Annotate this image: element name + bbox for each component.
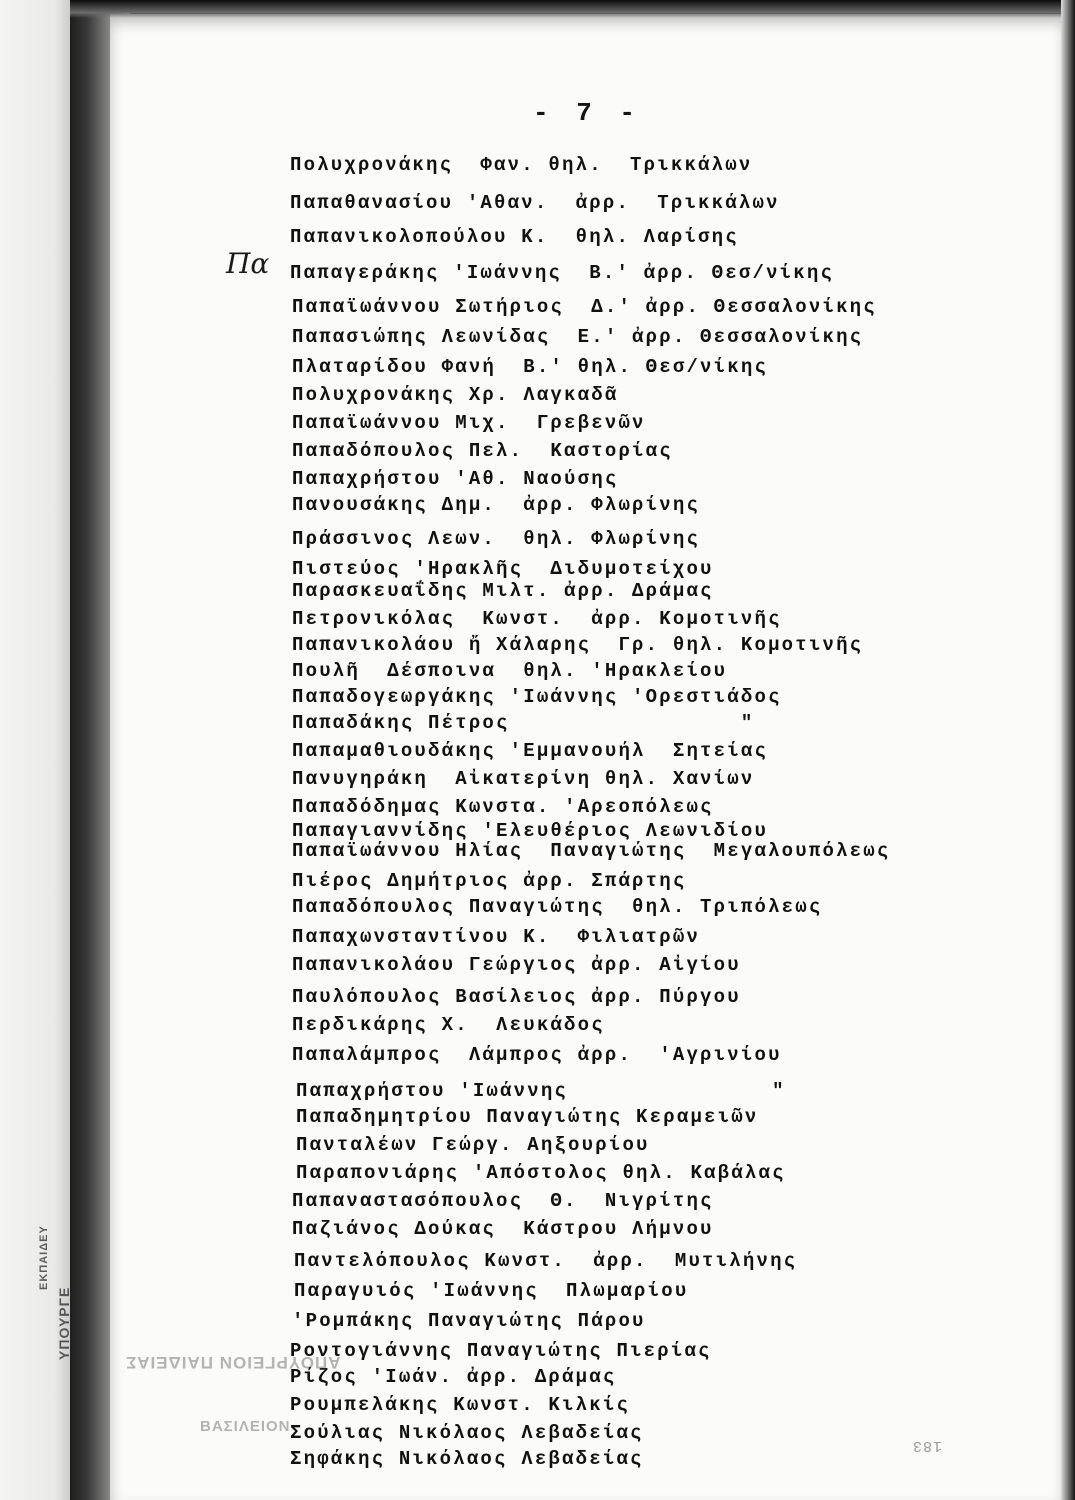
list-entry: Σούλιας Νικόλαος Λεβαδείας [290, 1422, 644, 1444]
list-entry: Παπαδημητρίου Παναγιώτης Κεραμειῶν [296, 1106, 759, 1128]
list-entry: Παπαθανασίου 'Αθαν. ἀρρ. Τρικκάλων [290, 192, 780, 214]
list-entry: Πολυχρονάκης Χρ. Λαγκαδᾶ [292, 384, 619, 406]
side-stamp: ΕΚΠΑΙΔΕΥ [38, 1225, 50, 1290]
list-entry: Πολυχρονάκης Φαν. θηλ. Τρικκάλων [290, 154, 753, 176]
library-stamp: ΑΠΟΥΡΓΕΙΟΝ ΠΑΙΔΕΙΑΣ [125, 1353, 341, 1372]
list-entry: Παντελόπουλος Κωνστ. ἀρρ. Μυτιλήνης [294, 1250, 798, 1272]
folio-number: 183 [912, 1437, 943, 1454]
list-entry: Πουλῆ Δέσποινα θηλ. 'Ηρακλείου [292, 660, 728, 682]
list-entry: Πλαταρίδου Φανή Β.' θηλ. Θεσ/νίκης [292, 356, 769, 378]
side-stamp-2: ΥΠΟΥΡΓΕ [56, 1286, 72, 1360]
list-entry: Πιστεύος 'Ηρακλῆς Διδυμοτείχου [292, 558, 714, 580]
list-entry: Παζιάνος Δούκας Κάστρου Λήμνου [292, 1218, 714, 1240]
list-entry: Παυλόπουλος Βασίλειος ἀρρ. Πύργου [292, 986, 741, 1008]
list-entry: Παραπονιάρης 'Απόστολος θηλ. Καβάλας [296, 1162, 786, 1184]
list-entry: Παπαγιαννίδης 'Ελευθέριος Λεωνιδίου [292, 820, 769, 842]
list-entry: Παπανικολοπούλου Κ. θηλ. Λαρίσης [290, 226, 739, 248]
list-entry: Πετρονικόλας Κωνστ. ἀρρ. Κομοτινῆς [292, 608, 782, 630]
list-entry: Παπανικολάου Γεώργιος ἀρρ. Αἰγίου [292, 954, 741, 976]
top-scan-edge [70, 0, 1075, 18]
list-entry: Παπανικολάου ἤ Χάλαρης Γρ. θηλ. Κομοτινῆς [292, 634, 864, 656]
list-entry: Σηφάκης Νικόλαος Λεβαδείας [290, 1448, 644, 1470]
list-entry: Παπαδάκης Πέτρος " [292, 712, 755, 734]
margin-annotation: Πα [226, 247, 270, 280]
list-entry: Παραγυιός 'Ιωάννης Πλωμαρίου [294, 1280, 689, 1302]
list-entry: Παπαχωνσταντίνου Κ. Φιλιατρῶν [292, 926, 701, 948]
list-entry: Παπαδόδημας Κωνστα. 'Αρεοπόλεως [292, 796, 714, 818]
list-entry: Ρίζος 'Ιωάν. ἀρρ. Δράμας [290, 1366, 617, 1388]
list-entry: Παπαμαθιουδάκης 'Εμμανουήλ Σητείας [292, 740, 769, 762]
list-entry: Πανταλέων Γεώργ. Αηξουρίου [296, 1134, 650, 1156]
list-entry: Παπαναστασόπουλος Θ. Νιγρίτης [292, 1190, 714, 1212]
list-entry: Πανυγηράκη Αἰκατερίνη θηλ. Χανίων [292, 768, 755, 790]
list-entry: Παπαϊωάννου Ηλίας Παναγιώτης Μεγαλουπόλεως [292, 840, 891, 862]
page-number: - 7 - [533, 98, 642, 128]
list-entry: Παπαχρήστου 'Αθ. Ναούσης [292, 468, 619, 490]
list-entry: Πράσσινος Λεων. θηλ. Φλωρίνης [292, 528, 701, 550]
list-entry: Περδικάρης Χ. Λευκάδος [292, 1014, 605, 1036]
list-entry: Παπαδόπουλος Πελ. Καστορίας [292, 440, 673, 462]
list-entry: Παπαϊωάννου Μιχ. Γρεβενῶν [292, 412, 646, 434]
list-entry: Πιέρος Δημήτριος ἀρρ. Σπάρτης [292, 870, 687, 892]
list-entry: Ροντογιάννης Παναγιώτης Πιερίας [290, 1340, 712, 1362]
list-entry: Παπαδόπουλος Παναγιώτης θηλ. Τριπόλεως [292, 896, 823, 918]
list-entry: Παπαλάμπρος Λάμπρος ἀρρ. 'Αγρινίου [292, 1044, 782, 1066]
library-stamp-lower: ΒΑΣΙΛΕΙΟΝ [200, 1418, 291, 1435]
right-scan-edge [1061, 0, 1075, 1500]
list-entry: Παπαϊωάννου Σωτήριος Δ.' ἀρρ. Θεσσαλονίκης [292, 296, 877, 318]
list-entry: Παπαγεράκης 'Ιωάννης Β.' ἀρρ. Θεσ/νίκης [290, 262, 835, 284]
list-entry: 'Ρομπάκης Παναγιώτης Πάρου [292, 1310, 646, 1332]
list-entry: Παπαχρήστου 'Ιωάννης " [296, 1080, 786, 1102]
list-entry: Παπαδογεωργάκης 'Ιωάννης 'Ορεστιάδος [292, 686, 782, 708]
list-entry: Ρουμπελάκης Κωνστ. Κιλκίς [290, 1394, 631, 1416]
list-entry: Πανουσάκης Δημ. ἀρρ. Φλωρίνης [292, 494, 701, 516]
list-entry: Παπασιώπης Λεωνίδας Ε.' ἀρρ. Θεσσαλονίκης [292, 326, 864, 348]
list-entry: Παρασκευαΐδης Μιλτ. ἀρρ. Δράμας [292, 580, 714, 602]
